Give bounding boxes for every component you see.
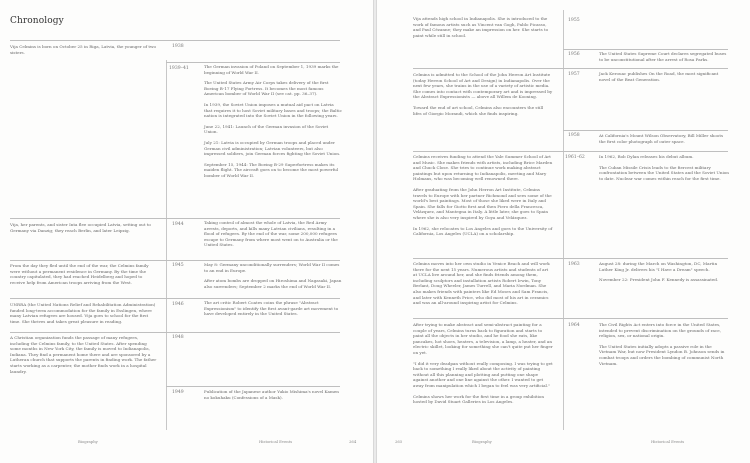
bio-text: Celmins receives funding to attend the Yale Summer School of Art and Music. She makes friends with artists, including Brice Marden and Chuck Close. She tries to continue work making abstract paintings but upon returning to Indianapolis, meeting and Mary Holmans, who was becoming well renowned there. [413,154,553,182]
hist-entry-1946 [204,300,342,317]
year-1945: 1945 [172,263,184,268]
hist-text: June 22, 1941: Launch of the German invasion of the Soviet Union. [204,123,329,135]
hist-text: July 21: Latvia is occupied by German troops and placed under German civil administration; Latvian volunteers, but also impressed soldiers, join German forces fighting the Soviet Union. [204,139,341,157]
hist-text: The United States Army Air Corps takes delivery of the first Boeing B-17 Flying Fortress. It becomes the most famous American bomber of World War II (see cat. pp. 36–37). [204,80,329,97]
bio-text: "I did it very deadpan without really composing. I was trying to get back to something I really liked about the activity of painting without all this planning and plotting and putting one shape against another and one line against the other. I wanted to get away from manipulation which I began to feel was very artificial." [413,360,553,388]
year-1956: 1956 [568,52,580,57]
bio-text: Vija, her parents, and sister Inta flee occupied Latvia, setting out to Germany via Danzig; they reach Berlin, and later Leipzig. [10,222,151,233]
footer-historical: Historical Events [651,439,685,444]
footer-historical: Historical Events [259,439,293,444]
hist-text: May 8: Germany unconditionally surrenders; World War II comes to an end in Europe. [204,262,340,273]
bio-text: A Christian organization funds the passage of many refugees, including the Celmins family, to the United States. After spending some months in New York City, the family is moved to Indianapolis, Indiana. They find a permanent home there and are sponsored by a Lutheran church that supports the parents in finding work. The father starts working as a carpenter, the mother finds work in a hospital laundry. [10,335,157,374]
timeline-axis [563,10,564,430]
hist-entry-1949 [204,389,342,400]
right-page [377,0,750,463]
row-divider [10,298,340,299]
row-divider [413,318,728,319]
row-divider [563,49,728,50]
footer-biography: Biography [472,439,492,444]
hist-text: Jack Kerouac publishes On the Road, the most significant novel of the Beat Generation. [599,71,719,82]
hist-text: In 1962, Bob Dylan releases his debut album. [599,154,694,159]
year-1957: 1957 [568,72,580,77]
row-divider [10,40,340,41]
bio-text: After trying to make abstract and semi-abstract painting for a couple of years, Celmins turns back to figuration and starts to paint all the objects in her studio, and he food she eats, like pancakes, hot shoes, heaters, a television, a lamp, a heater, and an electric skillet, looking for something she can't quite put her finger on yet. [413,322,553,355]
year-1948: 1948 [172,335,184,340]
row-divider [10,218,340,219]
page-number: 264 [349,439,357,444]
hist-text: Publication of the Japanese author Yukio Mishima's novel Kamen no kokuhaku (Confessions of a Mask). [204,389,339,400]
bio-entry-1938 [10,44,158,55]
bio-text: After graduating from the John Herron Art Institute, Celmins travels to Europe with her partner Richmond and sees some of the world's best paintings. Most of those she liked were in Italy and Spain. She falls for Giotto first and then Piero della Francesca, Velázquez, and Mantegna in Italy. A little later, she goes to Spain where she is also very inspired by Goya and Velázquez. [413,186,552,220]
year-1946: 1946 [172,302,184,307]
row-divider [10,260,340,261]
left-page [0,0,373,463]
year-1938: 1938 [172,44,184,49]
row-divider [413,68,728,69]
hist-text: September 15, 1944: The Boeing B-29 Superfortress makes its maiden flight. The aircraft goes on to become the most powerful bomber of World War II. [204,161,339,178]
footer-biography: Biography [78,439,98,444]
bio-text: UNRRA (the United Nations Relief and Rehabilitation Administration) funded long-term accommodation for the family in Esslingen, where many Latvian refugees are housed. Vija goes to school for the first time. She thrives and takes great pleasure in reading. [10,302,156,324]
bio-text: Celmins moves into her own studio in Venice Beach and will work there for the next 15 years. Numerous artists and students of art at UCLA live around her, and she finds friends among them, including sculptors and installation artists Robert Irwin, Tony Berlant, Doug Wheeler, James Turrell, and Maria Nordman. She also makes friends with painters like Ed Moses and Sam Francis, and later with Kenneth Price, who did most of his art in ceramics and was an all-around inspiring artist for Celmins. [413,261,550,306]
year-1944: 1944 [172,222,184,227]
hist-entry-1961-62 [599,154,729,181]
hist-entry-1963 [599,261,729,283]
hist-text: November 22: President John F. Kennedy is assassinated. [599,277,719,283]
bio-text: From the day they fled until the end of the war, the Celmins family were without a permanent residence in Germany. By the time the country capitulated, they had reached Heidelberg and hoped to receive help from American troops arriving from the West. [10,263,149,285]
bio-text: Toward the end of art school, Celmins also encounters the still lifes of Giorgio Morandi, which she finds inspiring. [413,104,544,116]
hist-text: The art critic Robert Coates coins the phrase "Abstract Expressionism" to identify the first avant-garde art movement to have developed entirely in the United States. [204,300,339,317]
hist-entry-1964 [599,322,729,366]
year-1955: 1955 [568,18,580,23]
page-number: 265 [395,439,403,444]
bio-text: Vija attends high school in Indianapolis. She is introduced to the work of famous artists such as Vincent van Gogh, Pablo Picasso, and Paul Cézanne; they make an impression on her. She starts to paint while still in school. [413,16,549,38]
hist-entry-1939-41 [204,64,342,179]
hist-entry-1957 [599,71,729,82]
row-divider [10,332,340,333]
bio-text: Celmins is admitted to the School of the John Herron Art Institute (today Herron School of Art and Design) in Indianapolis. Over the next few years, she trains in the use of a variety of artistic media. She comes into contact with contemporary art and is impressed by the Abstract Expressionists — above all Willem de Kooning. [413,72,553,100]
hist-text: At California's Mount Wilson Observatory, Bill Miller shoots the first color photograph of outer space. [599,133,724,144]
page-title: Chronology [10,16,64,26]
row-divider [166,62,340,63]
year-1963: 1963 [568,262,580,267]
year-1958: 1958 [568,133,580,138]
bio-entry-1944 [10,222,158,233]
timeline-axis [166,60,167,430]
bio-entry-1948 [10,335,158,374]
year-1964: 1964 [568,323,580,328]
bio-text: Celmins shows her work for the first time in a group exhibition hosted by David Stuart Galleries in Los Angeles. [413,393,545,405]
row-divider [563,130,728,131]
hist-text: The German invasion of Poland on September 1, 1939 marks the beginning of World War II. [204,64,339,75]
bio-entry-1961-62 [413,154,553,237]
bio-entry-1957 [413,72,553,116]
row-divider [413,151,728,152]
row-divider [166,386,340,387]
hist-text: The Cuban Missile Crisis leads to the fiercest military confrontation between the United States and the Soviet Union to date. Nuclear war comes within reach for the first time. [599,164,729,181]
bio-entry-1955 [413,16,553,38]
hist-entry-1944 [204,220,342,248]
hist-text: The Civil Rights Act enters into force in the United States, intended to prevent discrimination on the grounds of race, religion, sex, or national origin. [599,322,722,339]
bio-text: In 1962, she relocates to Los Angeles and goes to the University of California, Los Angeles (UCLA) on a scholarship. [413,225,553,237]
bio-entry-1945 [10,263,158,285]
hist-entry-1956 [599,51,729,62]
bio-text: Vija Celmins is born on October 25 in Riga, Latvia, the younger of two sisters. [10,44,156,55]
hist-text: In 1939, the Soviet Union imposes a mutual aid pact on Latvia that requires it to host Soviet military bases and troops; the Baltic nation is integrated into the Soviet Union in the following years. [204,101,342,119]
bio-entry-1946 [10,302,158,324]
hist-text: After atom bombs are dropped on Hiroshima and Nagasaki, Japan also surrenders; September 2 marks the end of World War II. [204,278,342,289]
hist-text: The United States Supreme Court declares segregated buses to be unconstitutional after the arrest of Rosa Parks. [599,51,727,62]
hist-text: August 28: during the March on Washington, DC, Martin Luther King Jr. delivers his "I Have a Dream" speech. [599,261,718,272]
bio-entry-1964 [413,322,553,405]
hist-entry-1958 [599,133,729,144]
row-divider [413,258,728,259]
hist-entry-1945 [204,262,342,289]
year-1961-62: 1961–62 [565,155,585,160]
hist-text: The United States initially adopts a passive role in the Vietnam War, but now President Lyndon B. Johnson sends in combat troops and orders the bombing of communist North Vietnam. [599,343,725,366]
year-1939-41: 1939–41 [169,66,189,71]
hist-text: Taking control of almost the whole of Latvia, the Red Army arrests, deports, and kills many Latvian civilians, resulting in a flood of refugees. By the end of the war, some 200,000 refugees escape to Germany from where most went on to Australia or the United States. [204,220,338,248]
year-1949: 1949 [172,390,184,395]
bio-entry-1963 [413,261,553,306]
